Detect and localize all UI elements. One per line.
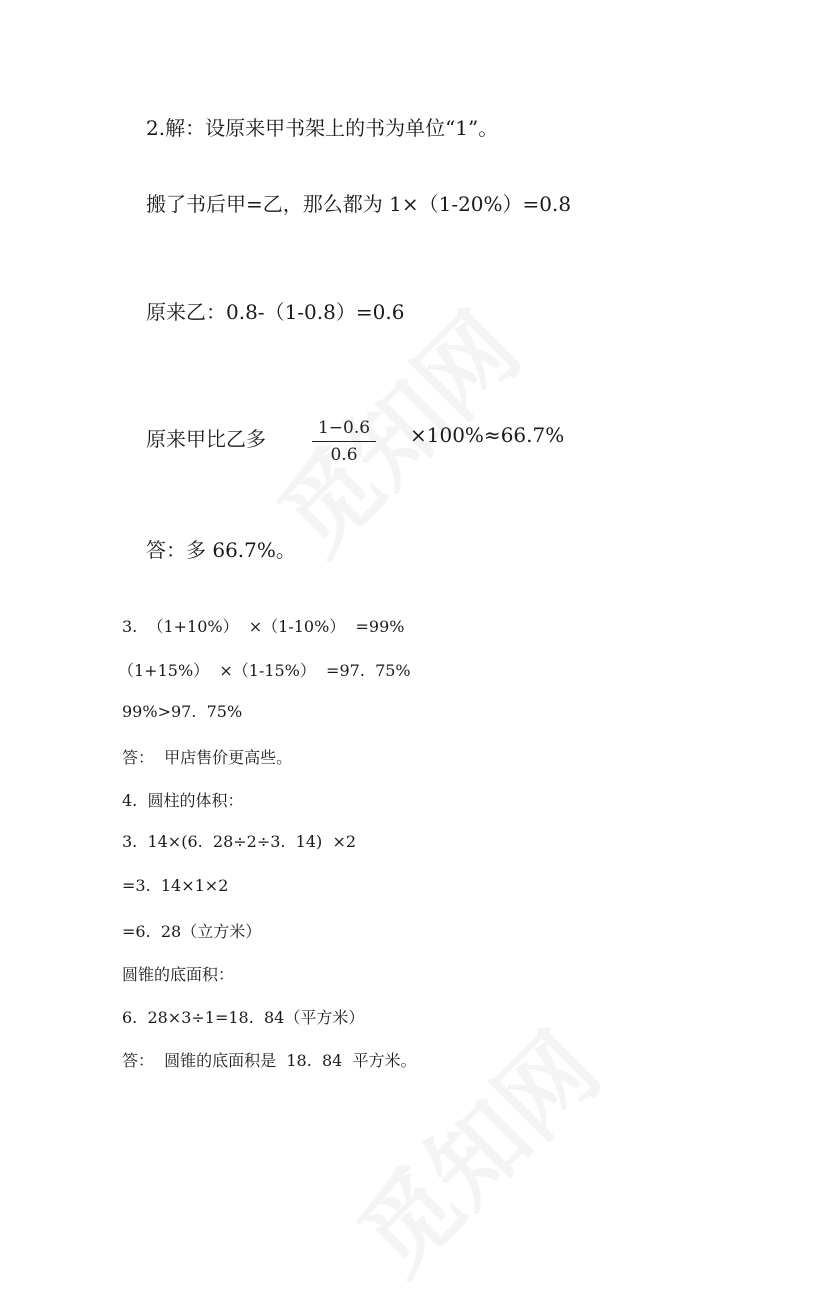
problem2-line1: 2.解：设原来甲书架上的书为单位“1”。	[146, 116, 499, 140]
problem4-line1: 4. 圆柱的体积：	[122, 791, 244, 810]
problem4-answer: 答： 圆锥的底面积是 18. 84 平方米。	[122, 1051, 417, 1070]
watermark	[324, 998, 625, 1299]
problem3-line1: 3. （1+10%） ×（1-10%） =99%	[122, 617, 405, 636]
fraction-numerator: 1−0.6	[317, 418, 371, 438]
problem2-line2: 搬了书后甲=乙，那么都为 1×（1-20%）=0.8	[146, 192, 572, 216]
fraction	[312, 418, 376, 465]
problem4-line3: =3. 14×1×2	[122, 876, 229, 895]
problem2-line4-prefix: 原来甲比乙多	[146, 427, 266, 451]
problem2-answer: 答：多 66.7%。	[146, 538, 296, 562]
problem3-answer: 答： 甲店售价更高些。	[122, 748, 293, 767]
problem4-line6: 6. 28×3÷1=18. 84（平方米）	[122, 1008, 365, 1027]
problem4-line5: 圆锥的底面积：	[122, 965, 235, 984]
problem2-line3: 原来乙：0.8-（1-0.8）=0.6	[146, 300, 405, 324]
problem2-line4-suffix: ×100%≈66.7%	[410, 423, 565, 447]
problem3-line3: 99%>97. 75%	[122, 702, 243, 721]
fraction-denominator: 0.6	[330, 445, 358, 465]
problem4-line4: =6. 28（立方米）	[122, 922, 262, 941]
problem4-line2: 3. 14×(6. 28÷2÷3. 14) ×2	[122, 832, 357, 851]
problem3-line2: （1+15%） ×（1-15%） =97. 75%	[118, 661, 411, 680]
